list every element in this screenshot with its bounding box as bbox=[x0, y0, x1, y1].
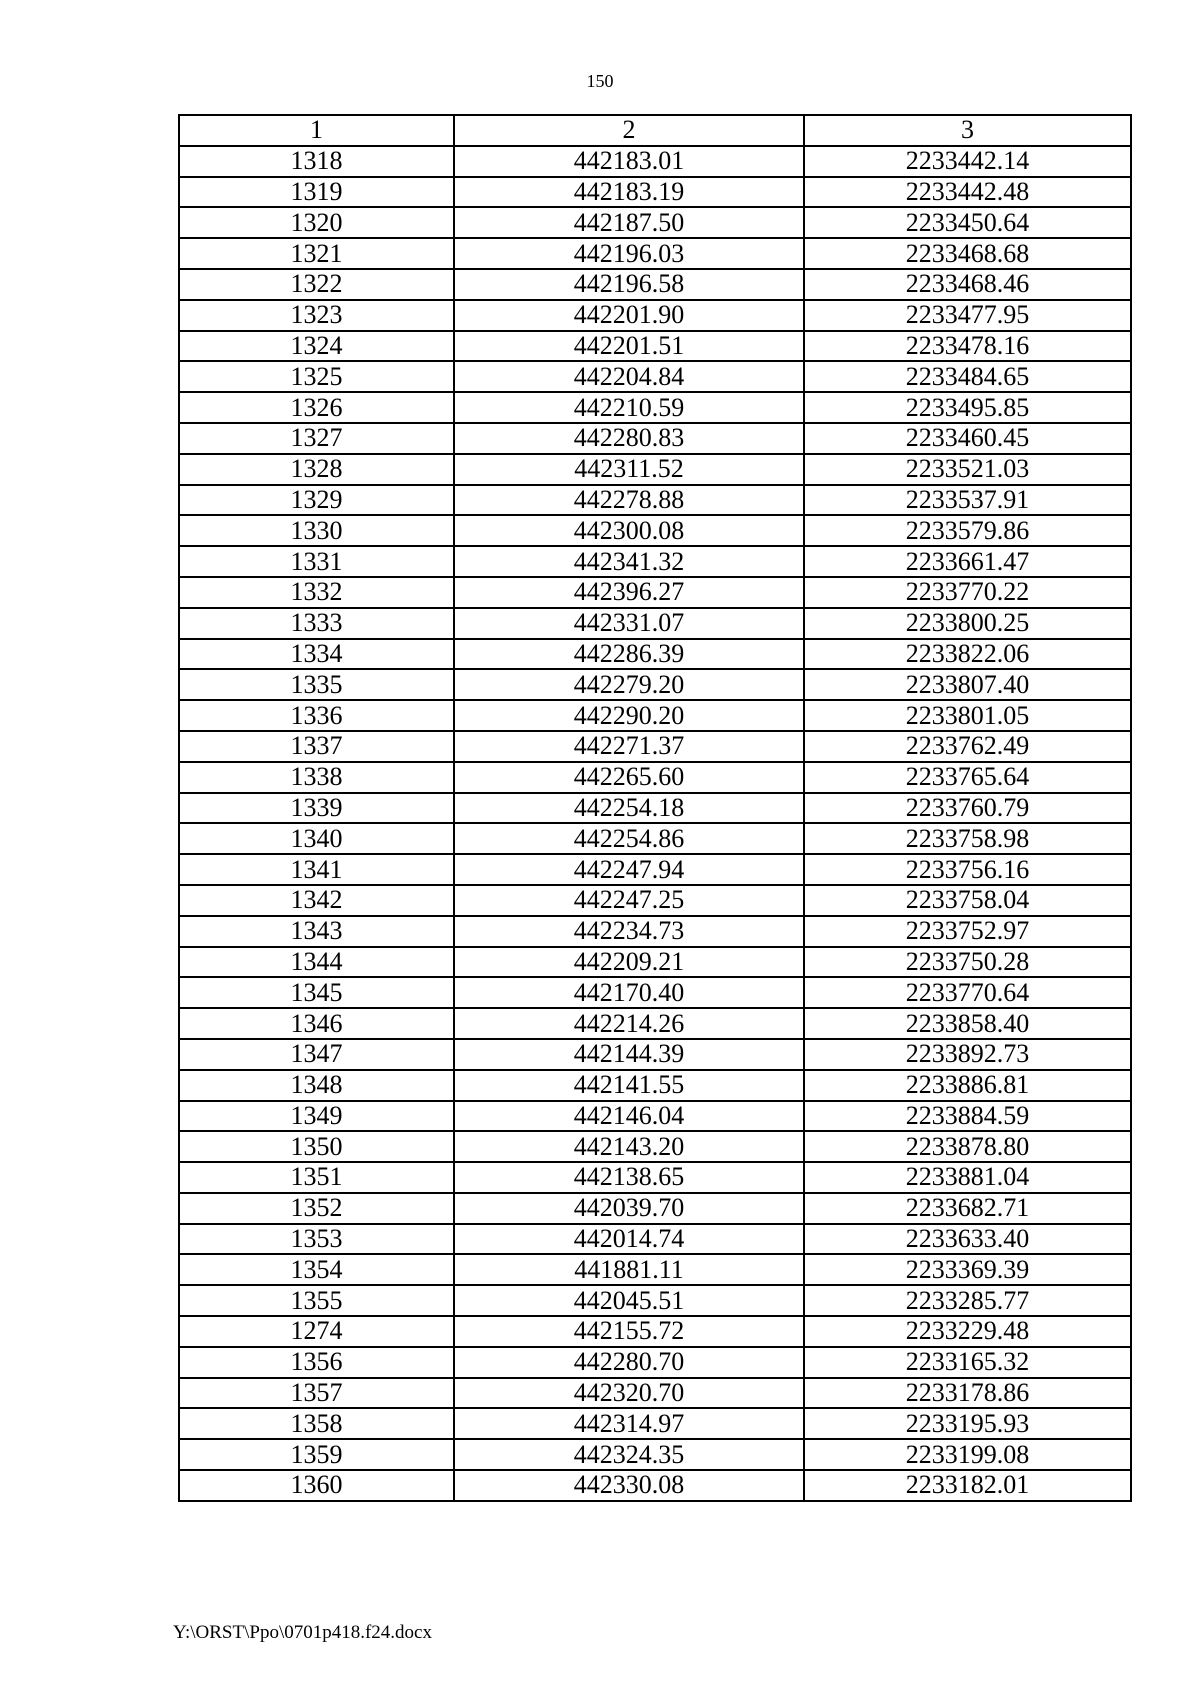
x-coordinate-cell: 442254.86 bbox=[454, 823, 804, 854]
y-coordinate-cell: 2233878.80 bbox=[804, 1131, 1131, 1162]
point-number-cell: 1345 bbox=[179, 977, 454, 1008]
x-coordinate-cell: 442286.39 bbox=[454, 639, 804, 670]
table-row bbox=[179, 1254, 1131, 1285]
y-coordinate-cell: 2233807.40 bbox=[804, 669, 1131, 700]
table-row bbox=[179, 639, 1131, 670]
x-coordinate-cell: 442234.73 bbox=[454, 916, 804, 947]
table-row bbox=[179, 485, 1131, 516]
y-coordinate-cell: 2233822.06 bbox=[804, 639, 1131, 670]
point-number-cell: 1356 bbox=[179, 1347, 454, 1378]
table-row bbox=[179, 700, 1131, 731]
y-coordinate-cell: 2233881.04 bbox=[804, 1162, 1131, 1193]
point-number-cell: 1322 bbox=[179, 269, 454, 300]
table-row bbox=[179, 608, 1131, 639]
y-coordinate-cell: 2233750.28 bbox=[804, 947, 1131, 978]
y-coordinate-cell: 2233886.81 bbox=[804, 1070, 1131, 1101]
table-row bbox=[179, 1408, 1131, 1439]
table-row bbox=[179, 515, 1131, 546]
x-coordinate-cell: 442187.50 bbox=[454, 207, 804, 238]
x-coordinate-cell: 442314.97 bbox=[454, 1408, 804, 1439]
table-row bbox=[179, 1439, 1131, 1470]
y-coordinate-cell: 2233858.40 bbox=[804, 1008, 1131, 1039]
point-number-cell: 1358 bbox=[179, 1408, 454, 1439]
table-row bbox=[179, 300, 1131, 331]
table-row bbox=[179, 947, 1131, 978]
table-row bbox=[179, 762, 1131, 793]
point-number-cell: 1333 bbox=[179, 608, 454, 639]
x-coordinate-cell: 442183.01 bbox=[454, 146, 804, 177]
y-coordinate-cell: 2233195.93 bbox=[804, 1408, 1131, 1439]
x-coordinate-cell: 442320.70 bbox=[454, 1378, 804, 1409]
table-row bbox=[179, 392, 1131, 423]
x-coordinate-cell: 441881.11 bbox=[454, 1254, 804, 1285]
point-number-cell: 1338 bbox=[179, 762, 454, 793]
point-number-cell: 1324 bbox=[179, 331, 454, 362]
table-row bbox=[179, 1101, 1131, 1132]
y-coordinate-cell: 2233801.05 bbox=[804, 700, 1131, 731]
point-number-cell: 1330 bbox=[179, 515, 454, 546]
table-row bbox=[179, 361, 1131, 392]
x-coordinate-cell: 442138.65 bbox=[454, 1162, 804, 1193]
x-coordinate-cell: 442204.84 bbox=[454, 361, 804, 392]
point-number-cell: 1318 bbox=[179, 146, 454, 177]
point-number-cell: 1351 bbox=[179, 1162, 454, 1193]
x-coordinate-cell: 442324.35 bbox=[454, 1439, 804, 1470]
y-coordinate-cell: 2233521.03 bbox=[804, 454, 1131, 485]
y-coordinate-cell: 2233165.32 bbox=[804, 1347, 1131, 1378]
point-number-cell: 1360 bbox=[179, 1470, 454, 1501]
table-row bbox=[179, 1224, 1131, 1255]
header-cell-2: 2 bbox=[454, 115, 804, 146]
x-coordinate-cell: 442039.70 bbox=[454, 1193, 804, 1224]
y-coordinate-cell: 2233285.77 bbox=[804, 1285, 1131, 1316]
x-coordinate-cell: 442254.18 bbox=[454, 793, 804, 824]
x-coordinate-cell: 442141.55 bbox=[454, 1070, 804, 1101]
y-coordinate-cell: 2233468.68 bbox=[804, 238, 1131, 269]
point-number-cell: 1343 bbox=[179, 916, 454, 947]
table-row bbox=[179, 823, 1131, 854]
x-coordinate-cell: 442045.51 bbox=[454, 1285, 804, 1316]
table-row bbox=[179, 207, 1131, 238]
table-row bbox=[179, 669, 1131, 700]
point-number-cell: 1326 bbox=[179, 392, 454, 423]
y-coordinate-cell: 2233460.45 bbox=[804, 423, 1131, 454]
x-coordinate-cell: 442396.27 bbox=[454, 577, 804, 608]
x-coordinate-cell: 442209.21 bbox=[454, 947, 804, 978]
y-coordinate-cell: 2233800.25 bbox=[804, 608, 1131, 639]
table-row bbox=[179, 916, 1131, 947]
point-number-cell: 1341 bbox=[179, 854, 454, 885]
y-coordinate-cell: 2233178.86 bbox=[804, 1378, 1131, 1409]
table-row bbox=[179, 238, 1131, 269]
point-number-cell: 1335 bbox=[179, 669, 454, 700]
y-coordinate-cell: 2233182.01 bbox=[804, 1470, 1131, 1501]
x-coordinate-cell: 442196.58 bbox=[454, 269, 804, 300]
y-coordinate-cell: 2233661.47 bbox=[804, 546, 1131, 577]
header-cell-1: 1 bbox=[179, 115, 454, 146]
y-coordinate-cell: 2233758.98 bbox=[804, 823, 1131, 854]
y-coordinate-cell: 2233369.39 bbox=[804, 1254, 1131, 1285]
table-row bbox=[179, 269, 1131, 300]
y-coordinate-cell: 2233884.59 bbox=[804, 1101, 1131, 1132]
point-number-cell: 1357 bbox=[179, 1378, 454, 1409]
table-row bbox=[179, 177, 1131, 208]
point-number-cell: 1344 bbox=[179, 947, 454, 978]
point-number-cell: 1347 bbox=[179, 1039, 454, 1070]
y-coordinate-cell: 2233477.95 bbox=[804, 300, 1131, 331]
point-number-cell: 1350 bbox=[179, 1131, 454, 1162]
x-coordinate-cell: 442183.19 bbox=[454, 177, 804, 208]
y-coordinate-cell: 2233478.16 bbox=[804, 331, 1131, 362]
table-row bbox=[179, 977, 1131, 1008]
y-coordinate-cell: 2233442.48 bbox=[804, 177, 1131, 208]
point-number-cell: 1336 bbox=[179, 700, 454, 731]
table-row bbox=[179, 1347, 1131, 1378]
x-coordinate-cell: 442271.37 bbox=[454, 731, 804, 762]
table-row bbox=[179, 1285, 1131, 1316]
y-coordinate-cell: 2233770.22 bbox=[804, 577, 1131, 608]
y-coordinate-cell: 2233892.73 bbox=[804, 1039, 1131, 1070]
point-number-cell: 1331 bbox=[179, 546, 454, 577]
y-coordinate-cell: 2233450.64 bbox=[804, 207, 1131, 238]
x-coordinate-cell: 442341.32 bbox=[454, 546, 804, 577]
point-number-cell: 1274 bbox=[179, 1316, 454, 1347]
y-coordinate-cell: 2233468.46 bbox=[804, 269, 1131, 300]
table-row bbox=[179, 1070, 1131, 1101]
table-body bbox=[179, 115, 1131, 1501]
header-cell-3: 3 bbox=[804, 115, 1131, 146]
point-number-cell: 1354 bbox=[179, 1254, 454, 1285]
coordinates-table bbox=[178, 114, 1132, 1502]
y-coordinate-cell: 2233756.16 bbox=[804, 854, 1131, 885]
x-coordinate-cell: 442278.88 bbox=[454, 485, 804, 516]
table-row bbox=[179, 731, 1131, 762]
y-coordinate-cell: 2233199.08 bbox=[804, 1439, 1131, 1470]
x-coordinate-cell: 442280.70 bbox=[454, 1347, 804, 1378]
x-coordinate-cell: 442311.52 bbox=[454, 454, 804, 485]
x-coordinate-cell: 442265.60 bbox=[454, 762, 804, 793]
point-number-cell: 1355 bbox=[179, 1285, 454, 1316]
x-coordinate-cell: 442300.08 bbox=[454, 515, 804, 546]
document-path-footer: Y:\ORST\Ppo\0701p418.f24.docx bbox=[173, 1622, 432, 1643]
y-coordinate-cell: 2233495.85 bbox=[804, 392, 1131, 423]
table-row bbox=[179, 454, 1131, 485]
table-row bbox=[179, 1378, 1131, 1409]
table-row bbox=[179, 1193, 1131, 1224]
y-coordinate-cell: 2233633.40 bbox=[804, 1224, 1131, 1255]
y-coordinate-cell: 2233682.71 bbox=[804, 1193, 1131, 1224]
point-number-cell: 1319 bbox=[179, 177, 454, 208]
x-coordinate-cell: 442170.40 bbox=[454, 977, 804, 1008]
table-row bbox=[179, 1162, 1131, 1193]
x-coordinate-cell: 442279.20 bbox=[454, 669, 804, 700]
table-row bbox=[179, 1470, 1131, 1501]
y-coordinate-cell: 2233579.86 bbox=[804, 515, 1131, 546]
x-coordinate-cell: 442214.26 bbox=[454, 1008, 804, 1039]
y-coordinate-cell: 2233770.64 bbox=[804, 977, 1131, 1008]
table-row bbox=[179, 331, 1131, 362]
point-number-cell: 1321 bbox=[179, 238, 454, 269]
table-row bbox=[179, 423, 1131, 454]
y-coordinate-cell: 2233758.04 bbox=[804, 885, 1131, 916]
y-coordinate-cell: 2233442.14 bbox=[804, 146, 1131, 177]
table-row bbox=[179, 854, 1131, 885]
table-row bbox=[179, 546, 1131, 577]
y-coordinate-cell: 2233760.79 bbox=[804, 793, 1131, 824]
y-coordinate-cell: 2233537.91 bbox=[804, 485, 1131, 516]
y-coordinate-cell: 2233762.49 bbox=[804, 731, 1131, 762]
table-row bbox=[179, 1039, 1131, 1070]
table-row bbox=[179, 1008, 1131, 1039]
point-number-cell: 1327 bbox=[179, 423, 454, 454]
point-number-cell: 1348 bbox=[179, 1070, 454, 1101]
x-coordinate-cell: 442143.20 bbox=[454, 1131, 804, 1162]
x-coordinate-cell: 442144.39 bbox=[454, 1039, 804, 1070]
point-number-cell: 1349 bbox=[179, 1101, 454, 1132]
table-row bbox=[179, 885, 1131, 916]
x-coordinate-cell: 442196.03 bbox=[454, 238, 804, 269]
point-number-cell: 1359 bbox=[179, 1439, 454, 1470]
x-coordinate-cell: 442201.51 bbox=[454, 331, 804, 362]
point-number-cell: 1337 bbox=[179, 731, 454, 762]
point-number-cell: 1334 bbox=[179, 639, 454, 670]
point-number-cell: 1346 bbox=[179, 1008, 454, 1039]
point-number-cell: 1328 bbox=[179, 454, 454, 485]
point-number-cell: 1353 bbox=[179, 1224, 454, 1255]
x-coordinate-cell: 442280.83 bbox=[454, 423, 804, 454]
x-coordinate-cell: 442247.94 bbox=[454, 854, 804, 885]
page-number: 150 bbox=[586, 71, 614, 91]
point-number-cell: 1325 bbox=[179, 361, 454, 392]
y-coordinate-cell: 2233765.64 bbox=[804, 762, 1131, 793]
x-coordinate-cell: 442331.07 bbox=[454, 608, 804, 639]
table-row bbox=[179, 146, 1131, 177]
x-coordinate-cell: 442014.74 bbox=[454, 1224, 804, 1255]
point-number-cell: 1342 bbox=[179, 885, 454, 916]
x-coordinate-cell: 442201.90 bbox=[454, 300, 804, 331]
y-coordinate-cell: 2233484.65 bbox=[804, 361, 1131, 392]
x-coordinate-cell: 442146.04 bbox=[454, 1101, 804, 1132]
point-number-cell: 1320 bbox=[179, 207, 454, 238]
x-coordinate-cell: 442330.08 bbox=[454, 1470, 804, 1501]
x-coordinate-cell: 442290.20 bbox=[454, 700, 804, 731]
table-header-row bbox=[179, 115, 1131, 146]
point-number-cell: 1339 bbox=[179, 793, 454, 824]
table-row bbox=[179, 1316, 1131, 1347]
x-coordinate-cell: 442155.72 bbox=[454, 1316, 804, 1347]
point-number-cell: 1332 bbox=[179, 577, 454, 608]
point-number-cell: 1352 bbox=[179, 1193, 454, 1224]
point-number-cell: 1340 bbox=[179, 823, 454, 854]
y-coordinate-cell: 2233752.97 bbox=[804, 916, 1131, 947]
x-coordinate-cell: 442210.59 bbox=[454, 392, 804, 423]
point-number-cell: 1323 bbox=[179, 300, 454, 331]
table-row bbox=[179, 793, 1131, 824]
table-row bbox=[179, 577, 1131, 608]
x-coordinate-cell: 442247.25 bbox=[454, 885, 804, 916]
y-coordinate-cell: 2233229.48 bbox=[804, 1316, 1131, 1347]
point-number-cell: 1329 bbox=[179, 485, 454, 516]
table-row bbox=[179, 1131, 1131, 1162]
